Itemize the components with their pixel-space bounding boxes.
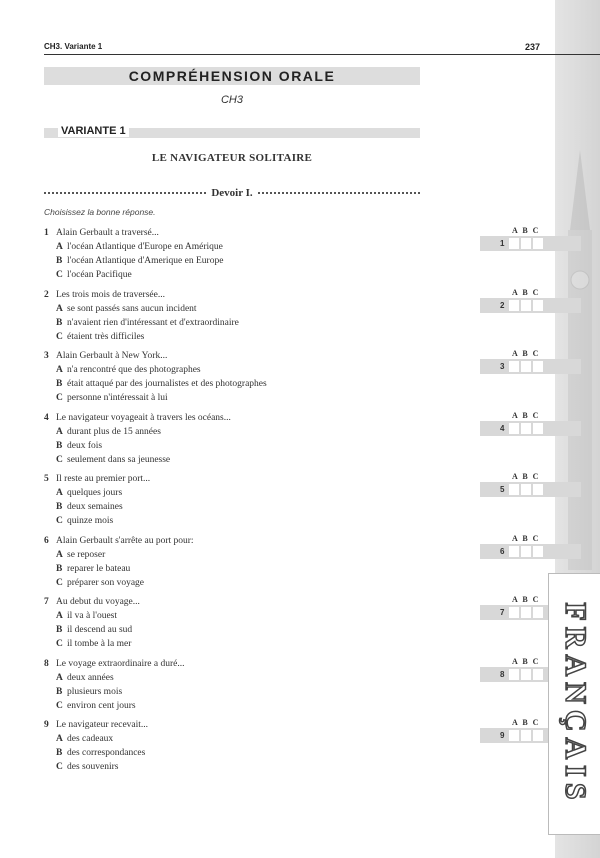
- option-b: B il descend au sud: [56, 625, 133, 635]
- option-text: quinze mois: [67, 516, 114, 526]
- answer-box-b[interactable]: [521, 607, 531, 618]
- answer-letters: A B C: [512, 410, 539, 420]
- option-a: A des cadeaux: [56, 734, 114, 744]
- answer-box-a[interactable]: [509, 669, 519, 680]
- question: [44, 349, 544, 405]
- answer-box-a[interactable]: [509, 607, 519, 618]
- option-c: C étaient très difficiles: [56, 331, 145, 342]
- option-text: l'océan Atlantique d'Amerique en Europe: [67, 256, 224, 266]
- option-text: l'océan Atlantique d'Europe en Amérique: [67, 242, 223, 252]
- question-text: Alain Gerbault a traversé...: [56, 228, 159, 238]
- side-tab: [548, 573, 600, 835]
- question-text: Le voyage extraordinaire a duré...: [56, 658, 185, 669]
- option-text: se sont passés sans aucun incident: [67, 303, 197, 314]
- question-number: 6: [44, 535, 49, 546]
- answer-box-a[interactable]: [509, 423, 519, 434]
- answer-box-c[interactable]: [533, 669, 543, 680]
- question: [44, 288, 544, 344]
- question: [44, 718, 544, 774]
- answer-box-a[interactable]: [509, 300, 519, 311]
- answer-number: 2: [500, 300, 505, 310]
- answer-grid: [480, 349, 581, 374]
- option-a: A durant plus de 15 années: [56, 426, 161, 437]
- option-text: des cadeaux: [67, 734, 114, 744]
- answer-box-b[interactable]: [521, 361, 531, 372]
- answer-grid: [480, 534, 581, 559]
- question-text: Il reste au premier port...: [56, 474, 151, 484]
- option-a: A quelques jours: [56, 488, 123, 498]
- answer-box-c[interactable]: [533, 730, 543, 741]
- answer-number: 6: [500, 546, 505, 556]
- answer-box-c[interactable]: [533, 423, 543, 434]
- option-text: il tombe à la mer: [67, 639, 132, 649]
- option-text: il va à l'ouest: [67, 611, 117, 621]
- option-b: B deux semaines: [56, 502, 123, 512]
- answer-box-c[interactable]: [533, 546, 543, 557]
- question-number: 4: [44, 412, 49, 423]
- option-text: plusieurs mois: [67, 686, 123, 697]
- option-a: A se reposer: [56, 549, 106, 560]
- devoir-label: Devoir I.: [211, 187, 253, 199]
- answer-letters: A B C: [512, 349, 539, 358]
- option-a: A n'a rencontré que des photographes: [56, 365, 201, 375]
- question: [44, 657, 544, 713]
- option-c: C l'océan Pacifique: [56, 270, 132, 280]
- option-text: il descend au sud: [67, 625, 133, 635]
- instruction: Choisissez la bonne réponse.: [44, 207, 156, 217]
- question: [44, 411, 544, 467]
- option-text: n'avaient rien d'intéressant et d'extraordinaire: [67, 317, 239, 328]
- option-b: B n'avaient rien d'intéressant et d'extraordinaire: [56, 317, 239, 328]
- question-text: Alain Gerbault à New York...: [56, 351, 168, 361]
- answer-box-a[interactable]: [509, 238, 519, 249]
- option-text: préparer son voyage: [67, 577, 145, 588]
- answer-grid: [480, 472, 581, 497]
- question: [44, 595, 544, 651]
- option-text: étaient très difficiles: [67, 331, 145, 342]
- answer-box-b[interactable]: [521, 423, 531, 434]
- option-a: A il va à l'ouest: [56, 611, 117, 621]
- page-title: COMPRÉHENSION ORALE: [44, 67, 420, 85]
- option-text: durant plus de 15 années: [67, 426, 161, 437]
- option-text: se reposer: [67, 549, 106, 560]
- variant-bar: [44, 125, 420, 138]
- option-a: A deux années: [56, 672, 114, 683]
- answer-letters: A B C: [512, 533, 539, 543]
- header-rule: [44, 54, 600, 55]
- option-c: C préparer son voyage: [56, 577, 145, 588]
- answer-letters: A B C: [512, 718, 539, 727]
- option-b: B des correspondances: [56, 748, 146, 758]
- option-c: C il tombe à la mer: [56, 639, 132, 649]
- option-c: C seulement dans sa jeunesse: [56, 454, 171, 465]
- option-text: deux semaines: [67, 502, 123, 512]
- option-a: A l'océan Atlantique d'Europe en Amérique: [56, 242, 223, 252]
- question-text: Le navigateur voyageait à travers les océans...: [56, 412, 231, 423]
- side-tab-label: FRANÇAIS: [559, 602, 592, 806]
- question-number: 7: [44, 597, 49, 607]
- question-number: 9: [44, 720, 49, 730]
- answer-box-b[interactable]: [521, 238, 531, 249]
- page-number: 237: [524, 42, 540, 52]
- answer-box-c[interactable]: [533, 238, 543, 249]
- answer-box-b[interactable]: [521, 669, 531, 680]
- answer-box-a[interactable]: [509, 484, 519, 495]
- option-text: quelques jours: [67, 488, 123, 498]
- variant-label: VARIANTE 1: [58, 125, 129, 137]
- answer-number: 4: [500, 423, 505, 433]
- devoir-heading: [44, 187, 420, 199]
- question-text: Au debut du voyage...: [56, 597, 140, 607]
- question-text: Alain Gerbault s'arrête au port pour:: [56, 535, 194, 546]
- option-text: était attaqué par des journalistes et des photographes: [67, 379, 267, 389]
- option-text: des correspondances: [67, 748, 146, 758]
- text-title: LE NAVIGATEUR SOLITAIRE: [151, 152, 313, 164]
- answer-letters: A B C: [512, 656, 539, 666]
- answer-box-b[interactable]: [521, 300, 531, 311]
- answer-grid: [480, 226, 581, 251]
- answer-box-b[interactable]: [521, 730, 531, 741]
- answer-grid: [480, 411, 581, 436]
- question-number: 2: [44, 289, 49, 300]
- answer-box-a[interactable]: [509, 361, 519, 372]
- answer-box-a[interactable]: [509, 546, 519, 557]
- option-a: A se sont passés sans aucun incident: [56, 303, 197, 314]
- answer-number: 7: [500, 608, 505, 617]
- option-text: deux fois: [67, 440, 103, 451]
- question-number: 1: [44, 228, 49, 238]
- running-header: [44, 42, 540, 51]
- option-text: l'océan Pacifique: [67, 270, 132, 280]
- answer-number: 5: [500, 485, 505, 494]
- question: [44, 472, 544, 528]
- option-b: B était attaqué par des journalistes et des photographes: [56, 379, 267, 389]
- option-c: C quinze mois: [56, 516, 114, 526]
- answer-box-c[interactable]: [533, 607, 543, 618]
- answer-grid: [480, 288, 581, 313]
- question: [44, 226, 544, 282]
- answer-box-b[interactable]: [521, 546, 531, 557]
- answer-box-c[interactable]: [533, 484, 543, 495]
- option-text: reparer le bateau: [67, 563, 131, 574]
- running-title: CH3. Variante 1: [44, 42, 103, 51]
- answer-letters: A B C: [512, 595, 539, 604]
- answer-number: 8: [500, 669, 505, 679]
- answer-number: 9: [500, 731, 505, 740]
- question-number: 3: [44, 351, 49, 361]
- option-b: B l'océan Atlantique d'Amerique en Europe: [56, 256, 224, 266]
- answer-box-a[interactable]: [509, 730, 519, 741]
- question-text: Les trois mois de traversée...: [56, 289, 165, 300]
- option-text: personne n'intéressait à lui: [67, 393, 168, 403]
- answer-letters: A B C: [512, 226, 539, 235]
- option-b: B plusieurs mois: [56, 686, 123, 697]
- option-b: B reparer le bateau: [56, 563, 131, 574]
- answer-letters: A B C: [512, 472, 539, 481]
- answer-number: 1: [500, 239, 505, 248]
- question-number: 5: [44, 474, 49, 484]
- answer-number: 3: [500, 362, 505, 371]
- question: [44, 534, 544, 590]
- question-number: 8: [44, 658, 49, 669]
- option-b: B deux fois: [56, 440, 103, 451]
- answer-box-b[interactable]: [521, 484, 531, 495]
- answer-letters: A B C: [512, 287, 539, 297]
- option-text: environ cent jours: [67, 700, 136, 711]
- option-text: n'a rencontré que des photographes: [67, 365, 201, 375]
- answer-box-c[interactable]: [533, 361, 543, 372]
- subtitle: CH3: [220, 94, 243, 106]
- option-text: seulement dans sa jeunesse: [67, 454, 171, 465]
- option-c: C personne n'intéressait à lui: [56, 393, 168, 403]
- option-c: C environ cent jours: [56, 700, 136, 711]
- answer-box-c[interactable]: [533, 300, 543, 311]
- option-text: deux années: [67, 672, 114, 683]
- question-text: Le navigateur recevait...: [56, 720, 149, 730]
- option-c: C des souvenirs: [56, 762, 119, 772]
- option-text: des souvenirs: [67, 762, 119, 772]
